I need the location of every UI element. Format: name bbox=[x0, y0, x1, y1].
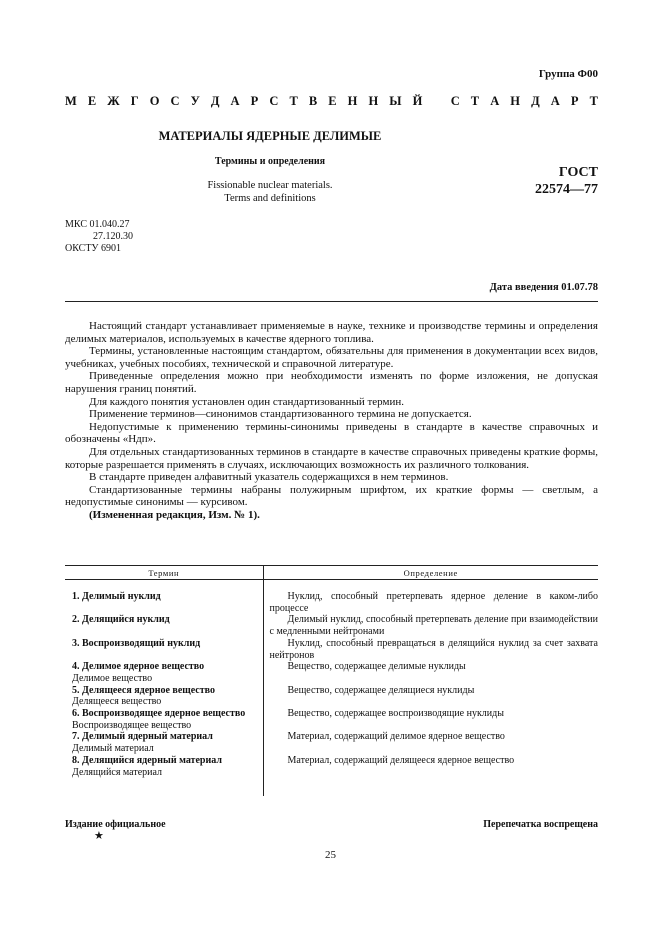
banner-gap bbox=[433, 91, 439, 111]
banner-letter: Е bbox=[87, 94, 97, 108]
mks-code-secondary: 27.120.30 bbox=[93, 231, 133, 242]
banner-letter: С bbox=[269, 94, 279, 108]
banner-letter: А bbox=[490, 94, 500, 108]
definition-cell bbox=[263, 708, 598, 731]
intro-paragraph: Приведенные определения можно при необходимости изменять по форме изложения, не допуская нарушения границ понятий. bbox=[65, 370, 598, 395]
term-cell bbox=[65, 708, 263, 731]
term-cell bbox=[65, 731, 263, 754]
banner-letter: В bbox=[308, 94, 318, 108]
header-divider bbox=[65, 301, 598, 302]
banner-letter: Т bbox=[470, 94, 480, 108]
gost-number: 22574—77 bbox=[535, 182, 598, 197]
column-header-definition: Определение bbox=[263, 566, 598, 580]
banner-letter: Д bbox=[210, 94, 220, 108]
banner-letter: У bbox=[190, 94, 200, 108]
group-label: Группа Ф00 bbox=[538, 68, 598, 80]
banner-letter: Д bbox=[531, 94, 540, 108]
table-row bbox=[65, 614, 598, 637]
intro-paragraph: Настоящий стандарт устанавливает применяемые в науке, технике и производстве термины и определения делимых материалов, используемых в качестве ядерного топлива. bbox=[65, 320, 598, 345]
effective-date-value: 01.07.78 bbox=[561, 282, 598, 293]
definition-cell bbox=[263, 580, 598, 615]
term-definition: Вещество, содержащее делящиеся нуклиды bbox=[287, 684, 475, 696]
banner-letter: М bbox=[65, 94, 77, 108]
effective-date-label: Дата введения bbox=[489, 282, 559, 293]
amendment-note: (Измененная редакция, Изм. № 1). bbox=[89, 508, 260, 521]
term-name: 8. Делящийся ядерный материал bbox=[72, 754, 222, 766]
term-definition: Нуклид, способный претерпевать ядерное деление в каком-либо процессе bbox=[269, 591, 598, 614]
banner-letter: Н bbox=[368, 94, 379, 108]
effective-date bbox=[490, 282, 598, 293]
term-name: 4. Делимое ядерное вещество bbox=[72, 661, 205, 673]
intro-paragraph: В стандарте приведен алфавитный указатель содержащихся в нем терминов. bbox=[89, 471, 449, 484]
definition-cell bbox=[263, 638, 598, 661]
banner-letter: Ж bbox=[107, 94, 120, 108]
definition-cell bbox=[263, 661, 598, 684]
banner-letter: Т bbox=[289, 94, 298, 108]
table-header-row bbox=[65, 566, 598, 580]
intro-paragraph: Термины, установленные настоящим стандартом, обязательны для применения в документации всех видов, учебниках, учебных пособиях, технической и справочной литературе. bbox=[65, 345, 598, 370]
term-short-form: Делящийся материал bbox=[72, 766, 163, 778]
term-definition: Материал, содержащий делящееся ядерное вещество bbox=[287, 754, 515, 766]
banner-letter: Н bbox=[347, 94, 358, 108]
banner-letter: Г bbox=[130, 94, 139, 108]
document-title: МАТЕРИАЛЫ ЯДЕРНЫЕ ДЕЛИМЫЕ bbox=[158, 129, 382, 143]
mks-code: МКС 01.040.27 bbox=[65, 219, 130, 230]
official-edition-label: Издание официальное bbox=[65, 819, 166, 830]
banner-letter: А bbox=[230, 94, 240, 108]
term-short-form: Воспроизводящее вещество bbox=[72, 719, 192, 731]
banner-letter: Р bbox=[250, 94, 259, 108]
banner-letter: Ы bbox=[389, 94, 402, 108]
term-definition: Вещество, содержащее воспроизводящие нуклиды bbox=[287, 708, 504, 720]
term-cell bbox=[65, 661, 263, 684]
english-title bbox=[0, 179, 540, 205]
term-cell bbox=[65, 685, 263, 708]
term-name: 7. Делимый ядерный материал bbox=[72, 731, 213, 743]
english-title-line1: Fissionable nuclear materials. bbox=[207, 180, 333, 191]
term-definition: Вещество, содержащее делимые нуклиды bbox=[287, 661, 466, 673]
intro-paragraph: Применение терминов—синонимов стандартизованного термина не допускается. bbox=[89, 408, 472, 421]
term-name: 3. Воспроизводящий нуклид bbox=[72, 637, 201, 649]
reprint-prohibited-label: Перепечатка воспрещена bbox=[483, 819, 598, 830]
intro-paragraph: Для отдельных стандартизованных терминов в стандарте в качестве справочных приведены краткие формы, которые разрешается применять в случаях, исключающих возможность их различного толкования. bbox=[65, 445, 598, 471]
gost-designation bbox=[508, 164, 598, 198]
banner-letter: А bbox=[550, 94, 560, 108]
term-definition: Материал, содержащий делимое ядерное вещество bbox=[287, 731, 505, 743]
gost-label: ГОСТ bbox=[558, 165, 598, 180]
term-name: 5. Делящееся ядерное вещество bbox=[72, 684, 215, 696]
term-cell bbox=[65, 755, 263, 796]
english-title-line2: Terms and definitions bbox=[224, 193, 316, 204]
definition-cell bbox=[263, 685, 598, 708]
term-name: 6. Воспроизводящее ядерное вещество bbox=[72, 708, 246, 720]
term-cell bbox=[65, 614, 263, 637]
table-row bbox=[65, 755, 598, 796]
column-header-term: Термин bbox=[65, 566, 263, 580]
definition-cell bbox=[263, 755, 598, 796]
terms-table bbox=[65, 565, 598, 796]
document-subtitle: Термины и определения bbox=[214, 156, 326, 167]
table-row bbox=[65, 685, 598, 708]
table-row bbox=[65, 661, 598, 684]
table-row bbox=[65, 708, 598, 731]
definition-cell bbox=[263, 614, 598, 637]
table-row bbox=[65, 731, 598, 754]
intro-paragraph: Для каждого понятия установлен один стандартизованный термин. bbox=[89, 395, 404, 408]
okstu-code: ОКСТУ 6901 bbox=[65, 243, 122, 254]
banner-letter: Й bbox=[412, 94, 423, 108]
banner-letter: С bbox=[170, 94, 180, 108]
standard-banner bbox=[65, 91, 598, 111]
intro-paragraph: Стандартизованные термины набраны полужирным шрифтом, их краткие формы — светлым, а недопустимые синонимы — курсивом. bbox=[65, 483, 598, 509]
banner-letter: Е bbox=[328, 94, 337, 108]
table-row bbox=[65, 638, 598, 661]
table-row bbox=[65, 580, 598, 615]
banner-letter: Н bbox=[510, 94, 521, 108]
term-definition: Делимый нуклид, способный претерпевать деление при взаимодействии с медленными нейтронами bbox=[269, 614, 598, 638]
term-cell bbox=[65, 638, 263, 661]
star-icon: ★ bbox=[94, 830, 104, 842]
banner-letter: С bbox=[450, 94, 460, 108]
banner-letter: Т bbox=[589, 94, 598, 108]
banner-letter: Р bbox=[570, 94, 579, 108]
term-cell bbox=[65, 580, 263, 615]
intro-text bbox=[65, 320, 598, 522]
term-short-form: Делимое вещество bbox=[72, 672, 153, 684]
term-short-form: Делящееся вещество bbox=[72, 696, 162, 708]
intro-paragraph: Недопустимые к применению термины-синонимы приведены в стандарте в качестве справочных и обозначены «Ндп». bbox=[65, 420, 598, 446]
page-number: 25 bbox=[325, 849, 336, 861]
term-name: 1. Делимый нуклид bbox=[72, 591, 161, 602]
classification-codes bbox=[65, 219, 133, 255]
term-definition: Нуклид, способный превращаться в делящийся нуклид за счет захвата нейтронов bbox=[269, 637, 598, 661]
definition-cell bbox=[263, 731, 598, 754]
banner-letter: О bbox=[149, 94, 160, 108]
term-short-form: Делимый материал bbox=[72, 743, 154, 755]
term-name: 2. Делящийся нуклид bbox=[72, 614, 170, 626]
